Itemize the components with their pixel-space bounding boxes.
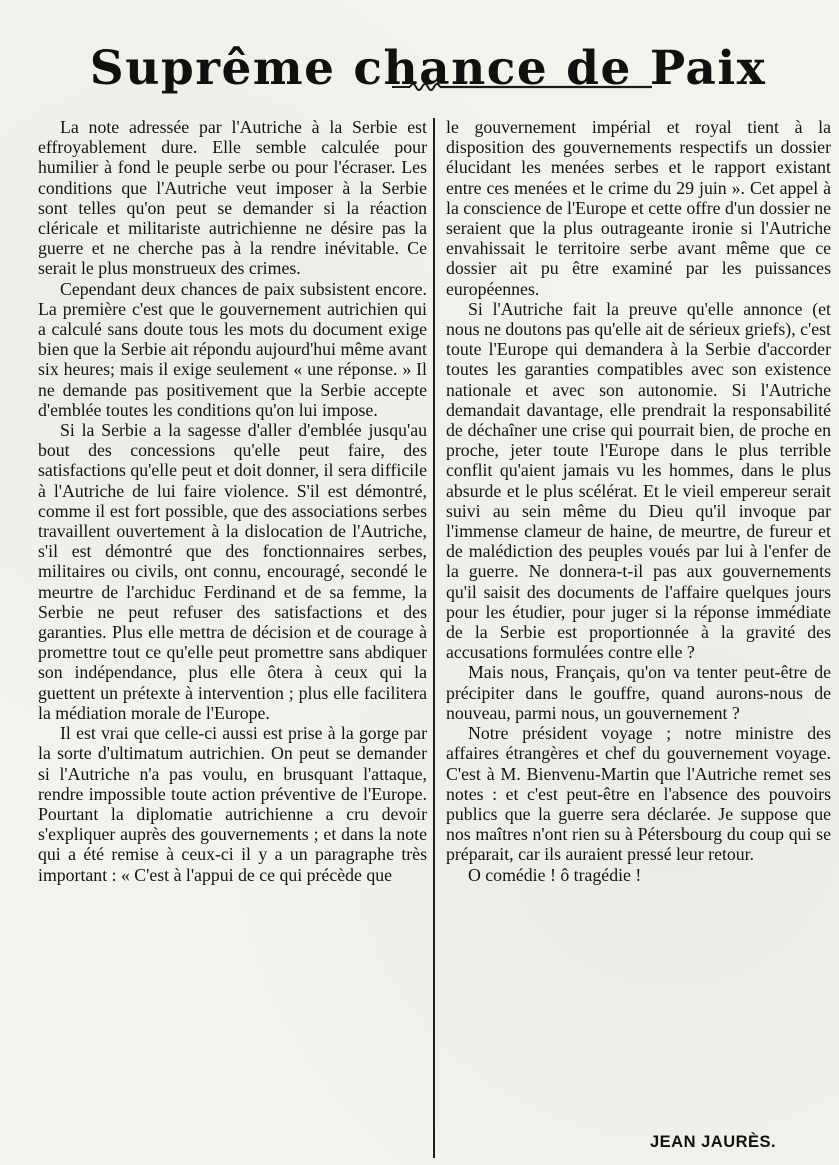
- paragraph: Il est vrai que celle-ci aussi est prise à la gorge par la sorte d'ultimatum autrichien. On peut se demander si l'Autriche n'a pas voulu, en brusquant l'attaque, rendre impossible toute action préventive de l'Europe. Pourtant la diplomatie autrichienne a cru devoir s'expliquer auprès des gouvernements ; et dans la note qui a été remise à ceux-ci il y a un paragraphe très important : « C'est à l'appui de ce qui précède que: [38, 723, 427, 885]
- paragraph: le gouvernement impérial et royal tient à la disposition des gouvernements respectifs un dossier élucidant les menées serbes et le rapport existant entre ces menées et le crime du 29 juin ». Cet appel à la conscience de l'Europe et cette offre d'un dossier ne seraient que la plus outrageante ironie si l'Autriche envahissait le territoire serbe avant même que ce dossier ait pu être examiné par les puissances européennes.: [446, 117, 831, 299]
- paragraph: Notre président voyage ; notre ministre des affaires étrangères et chef du gouvernement voyage. C'est à M. Bienvenu-Martin que l'Autriche remet ses notes : et c'est peut-être en l'absence des pouvoirs publics que la guerre sera déclarée. Je suppose que nos maîtres n'ont rien su à Pétersbourg du coup qui se préparait, car ils auraient pressé leur retour.: [446, 723, 831, 865]
- paragraph: Si la Serbie a la sagesse d'aller d'emblée jusqu'au bout des concessions qu'elle peut faire, des satisfactions qu'elle peut et doit donner, il sera difficile à l'Autriche de lui faire violence. S'il est démontré, comme il est fort possible, que des associations serbes travaillent ouvertement à la dislocation de l'Autriche, s'il est démontré que des fonctionnaires serbes, militaires ou civils, ont connu, encouragé, secondé le meurtre de l'archiduc Ferdinand et de sa femme, la Serbie ne peut refuser des satisfactions et des garanties. Plus elle mettra de décision et de courage à promettre tout ce qu'elle peut promettre sans abdiquer son indépendance, plus elle ôtera à ceux qui la guettent un prétexte à intervention ; plus elle facilitera la médiation morale de l'Europe.: [38, 420, 427, 723]
- paragraph: Si l'Autriche fait la preuve qu'elle annonce (et nous ne doutons pas qu'elle ait de sérieux griefs), c'est toute l'Europe qui demandera à la Serbie d'accorder toutes les garanties compatibles avec son existence nationale et avec son autonomie. Si l'Autriche demandait davantage, elle prendrait la responsabilité de déchaîner une crise qui pourrait bien, de proche en proche, jeter toute l'Europe dans le plus terrible conflit qu'aient jamais vu les hommes, dans le plus absurde et le plus scélérat. Et le vieil empereur serait suivi au sein même du Dieu qu'il invoque par l'immense clameur de haine, de meurtre, de fureur et de malédiction des peuples voués par lui à l'enfer de la guerre. Ne donnera-t-il pas aux gouvernements qu'il saisit des documents de l'affaire quelques jours pour les étudier, pour juger si la réponse immédiate de la Serbie est proportionnée à la gravité des accusations formulées contre elle ?: [446, 298, 831, 663]
- article-headline: Suprême chance de Paix: [89, 41, 767, 97]
- paragraph: Cependant deux chances de paix subsistent encore. La première c'est que le gouvernement autrichien qui a calculé sans doute tous les mots du document exige bien que la Serbie ait répondu aujourd'hui même avant six heures; mais il exige seulement « une réponse. » Il ne demande pas positivement que la Serbie accepte d'emblée toutes les conditions qu'on lui impose.: [38, 278, 427, 420]
- column-rule: [433, 118, 435, 1158]
- paragraph: Mais nous, Français, qu'on va tenter peut-être de précipiter dans le gouffre, quand aurons-nous de nouveau, parmi nous, un gouvernement ?: [446, 662, 831, 723]
- author-signature: JEAN JAURÈS.: [650, 1133, 777, 1151]
- article-column-right: [446, 117, 831, 885]
- paragraph: La note adressée par l'Autriche à la Serbie est effroyablement dure. Elle semble calculée pour humilier à fond le peuple serbe ou pour l'écraser. Les conditions que l'Autriche veut imposer à la Serbie sont telles qu'on peut se demander si la réaction cléricale et militariste autrichienne ne désire pas la guerre et ne cherche pas à la rendre inévitable. Ce serait le plus monstrueux des crimes.: [38, 117, 427, 279]
- paragraph: O comédie ! ô tragédie !: [468, 864, 642, 885]
- ornament-divider: [392, 79, 652, 95]
- article-column-left: [38, 117, 427, 885]
